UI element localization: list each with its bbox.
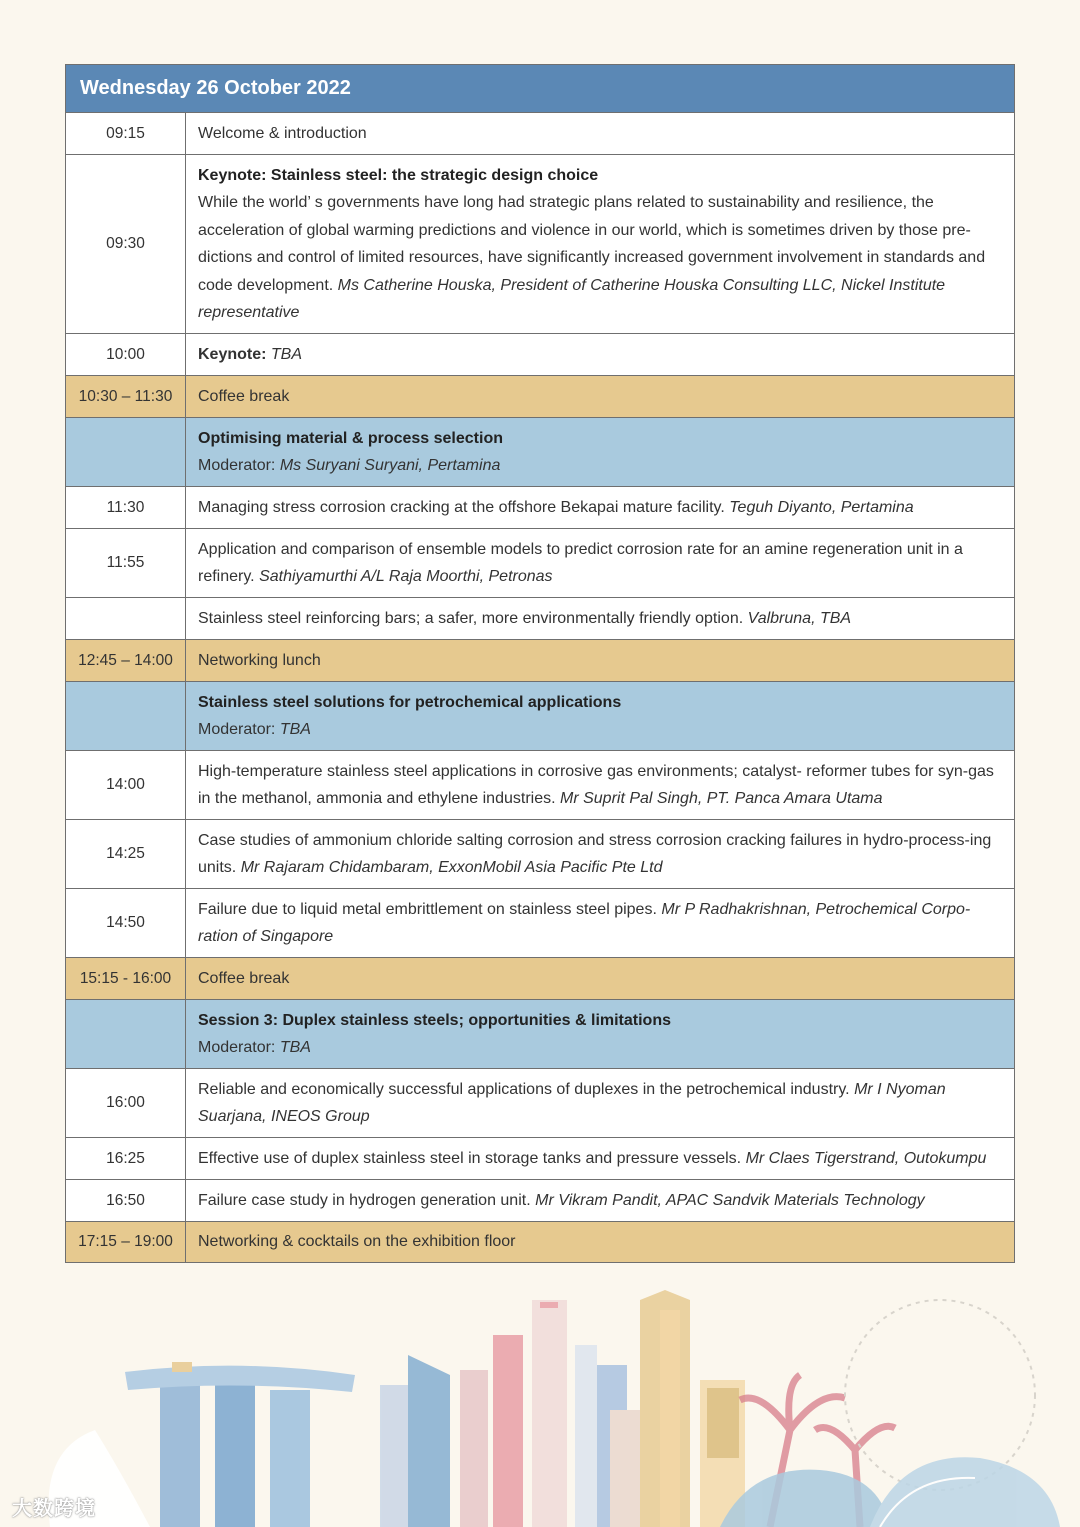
time-cell: 14:00: [66, 751, 186, 819]
agenda-row: [66, 1137, 1014, 1179]
day-header: Wednesday 26 October 2022: [66, 65, 1014, 113]
agenda-row: [66, 486, 1014, 528]
speaker: Valbruna, TBA: [747, 609, 852, 627]
break-row: [66, 375, 1014, 417]
agenda-row: [66, 750, 1014, 819]
speaker: Mr Vikram Pandit, APAC Sandvik Materials Technology: [535, 1191, 925, 1209]
item-text: Reliable and economically successful applications of duplexes in the petrochemical industry.: [198, 1080, 850, 1098]
item-text: While the world’ s governments have long had strategic plans related to sustainability and resilience, the acceleration of global warming predictions and violence in our world, which is sometimes driven by those pre-dictions and control of limited resources, have significantly increased government involvement in standards and code development.: [198, 194, 986, 294]
watermark: 大数跨境: [12, 1498, 96, 1520]
content-cell: [186, 334, 1014, 375]
speaker: Mr I Nyoman Suarjana, INEOS Group: [198, 1080, 946, 1125]
item-label: Keynote:: [198, 345, 267, 363]
agenda-row: [66, 333, 1014, 375]
item-text: Failure case study in hydrogen generation unit.: [198, 1191, 531, 1209]
moderator-label: Moderator:: [198, 1039, 276, 1056]
content-cell: [186, 682, 1014, 750]
content-cell: [186, 1138, 1014, 1179]
item-text: Failure due to liquid metal embrittlement on stainless steel pipes.: [198, 900, 657, 918]
content-cell: [186, 529, 1014, 597]
time-cell: 10:30 – 11:30: [66, 376, 186, 417]
content-cell: [186, 640, 1014, 681]
item-text: Case studies of ammonium chloride salting corrosion and stress corrosion cracking failures in hydro-process-ing units.: [198, 831, 992, 876]
moderator: TBA: [279, 721, 311, 738]
item-text: Coffee break: [198, 387, 290, 405]
time-cell: 14:50: [66, 889, 186, 957]
time-cell: [66, 598, 186, 639]
content-cell: [186, 155, 1014, 333]
time-cell: 15:15 - 16:00: [66, 958, 186, 999]
time-cell: 16:50: [66, 1180, 186, 1221]
agenda-row: [66, 597, 1014, 639]
session-title: Stainless steel solutions for petrochemical applications: [198, 693, 622, 711]
time-cell: 11:30: [66, 487, 186, 528]
speaker: Sathiyamurthi A/L Raja Moorthi, Petronas: [259, 568, 553, 585]
session-row: [66, 681, 1014, 750]
item-text: Effective use of duplex stainless steel in storage tanks and pressure vessels.: [198, 1149, 742, 1167]
break-row: [66, 1221, 1014, 1262]
agenda-row: [66, 1179, 1014, 1221]
content-cell: [186, 1000, 1014, 1068]
time-cell: 09:15: [66, 113, 186, 154]
session-row: [66, 999, 1014, 1068]
content-cell: [186, 598, 1014, 639]
time-cell: 10:00: [66, 334, 186, 375]
agenda-row: [66, 888, 1014, 957]
item-text: Stainless steel reinforcing bars; a safer, more environmentally friendly option.: [198, 609, 744, 627]
session-title: Optimising material & process selection: [198, 429, 503, 447]
session-title: Session 3: Duplex stainless steels; opportunities & limitations: [198, 1011, 671, 1029]
content-cell: [186, 751, 1014, 819]
item-title: Keynote: Stainless steel: the strategic design choice: [198, 166, 599, 184]
item-text: Managing stress corrosion cracking at the offshore Bekapai mature facility.: [198, 498, 725, 516]
agenda-row: [66, 113, 1014, 154]
item-text: Application and comparison of ensemble models to predict corrosion rate for an amine regeneration unit in a refinery.: [198, 540, 963, 585]
speaker: TBA: [270, 345, 303, 363]
time-cell: 11:55: [66, 529, 186, 597]
content-cell: [186, 113, 1014, 154]
time-cell: 17:15 – 19:00: [66, 1222, 186, 1262]
item-text: Coffee break: [198, 969, 290, 987]
speaker: Mr Suprit Pal Singh, PT. Panca Amara Utama: [560, 790, 883, 807]
moderator-label: Moderator:: [198, 721, 276, 738]
break-row: [66, 957, 1014, 999]
speaker: Mr Claes Tigerstrand, Outokumpu: [745, 1149, 987, 1167]
time-cell: [66, 682, 186, 750]
tower-icon: [380, 1290, 745, 1527]
speaker: Teguh Diyanto, Pertamina: [729, 498, 914, 516]
item-text: High-temperature stainless steel applications in corrosive gas environments; catalyst- reformer tubes for syn-gas in the methanol, ammonia and ethylene industries.: [198, 762, 994, 807]
time-cell: [66, 418, 186, 486]
content-cell: [186, 1180, 1014, 1221]
moderator: TBA: [279, 1039, 311, 1056]
item-text: Networking & cocktails on the exhibition floor: [198, 1233, 516, 1251]
time-cell: 16:00: [66, 1069, 186, 1137]
skyline-illustration: [0, 1280, 1080, 1527]
agenda-row: [66, 154, 1014, 333]
speaker: Mr Rajaram Chidambaram, ExxonMobil Asia Pacific Pte Ltd: [240, 859, 663, 876]
marina-bay-sands-icon: [125, 1362, 355, 1527]
content-cell: [186, 1222, 1014, 1262]
time-cell: 09:30: [66, 155, 186, 333]
content-cell: [186, 889, 1014, 957]
session-row: [66, 417, 1014, 486]
dome-icon: [720, 1457, 1060, 1527]
content-cell: [186, 418, 1014, 486]
time-cell: 12:45 – 14:00: [66, 640, 186, 681]
content-cell: [186, 1069, 1014, 1137]
content-cell: [186, 958, 1014, 999]
item-text: Welcome & introduction: [198, 124, 367, 142]
speaker: Ms Catherine Houska, President of Catherine Houska Consulting LLC, Nickel Institute representative: [198, 276, 946, 321]
content-cell: [186, 376, 1014, 417]
moderator-label: Moderator:: [198, 457, 276, 474]
break-row: [66, 639, 1014, 681]
item-text: Networking lunch: [198, 651, 321, 669]
content-cell: [186, 820, 1014, 888]
time-cell: [66, 1000, 186, 1068]
agenda-row: [66, 1068, 1014, 1137]
time-cell: 16:25: [66, 1138, 186, 1179]
time-cell: 14:25: [66, 820, 186, 888]
agenda-row: [66, 528, 1014, 597]
speaker: Mr P Radhakrishnan, Petrochemical Corpo-ration of Singapore: [198, 900, 971, 945]
agenda-table: [65, 64, 1015, 1263]
agenda-row: [66, 819, 1014, 888]
moderator: Ms Suryani Suryani, Pertamina: [279, 457, 501, 474]
content-cell: [186, 487, 1014, 528]
